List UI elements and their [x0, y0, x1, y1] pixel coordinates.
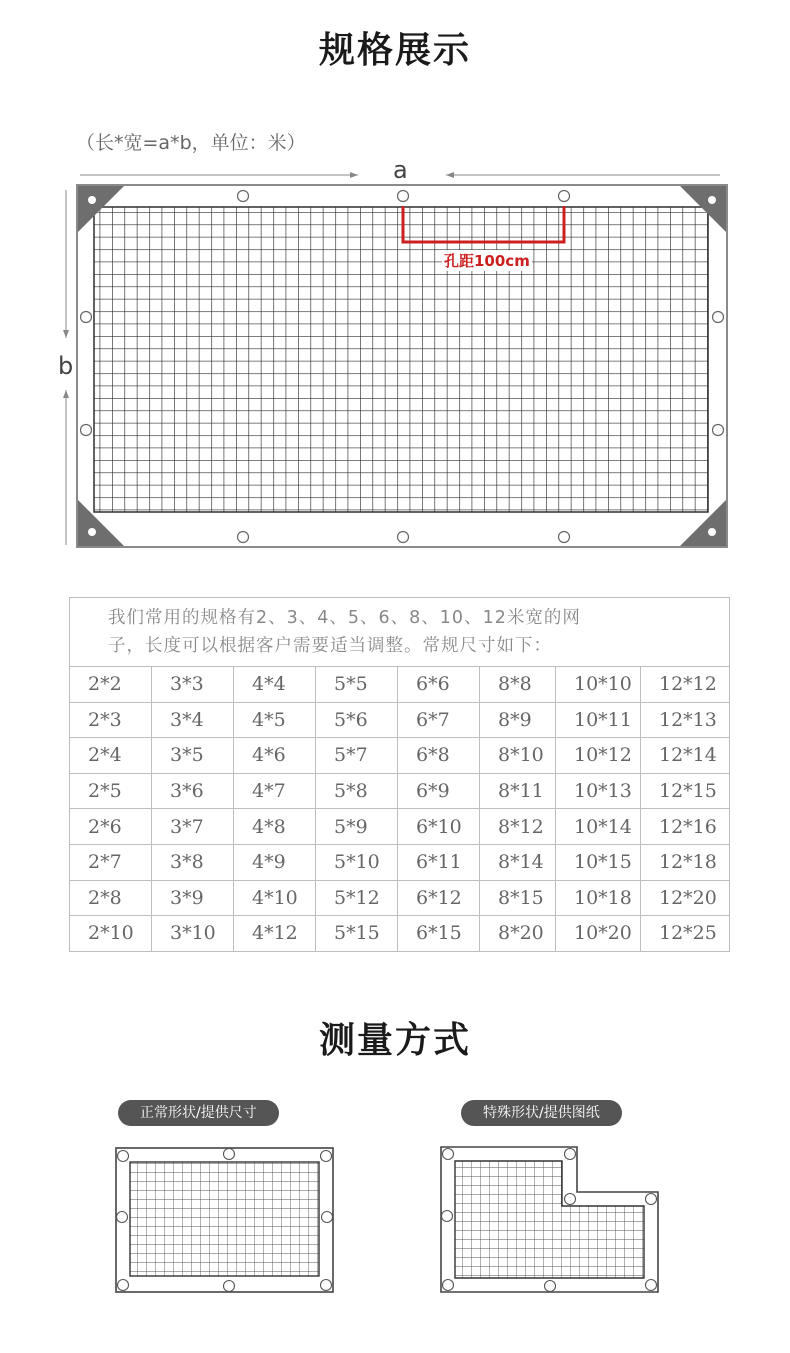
table-cell: 8*12 — [480, 809, 556, 845]
table-cell: 12*13 — [641, 702, 730, 738]
table-cell: 6*9 — [398, 773, 480, 809]
table-cell: 8*11 — [480, 773, 556, 809]
table-cell: 12*12 — [641, 667, 730, 703]
table-cell: 5*10 — [316, 844, 398, 880]
normal-mesh — [130, 1162, 319, 1276]
table-cell: 4*4 — [234, 667, 316, 703]
table-cell: 4*9 — [234, 844, 316, 880]
table-cell: 3*10 — [152, 916, 234, 952]
measure-section-title: 测量方式 — [318, 1020, 471, 1061]
table-cell: 12*25 — [641, 916, 730, 952]
table-cell: 4*12 — [234, 916, 316, 952]
table-cell: 8*15 — [480, 880, 556, 916]
table-cell: 8*14 — [480, 844, 556, 880]
table-cell: 10*20 — [556, 916, 641, 952]
table-cell: 12*20 — [641, 880, 730, 916]
table-row — [70, 667, 730, 703]
table-cell: 5*5 — [316, 667, 398, 703]
table-cell: 4*6 — [234, 738, 316, 774]
table-row — [70, 738, 730, 774]
table-cell: 4*5 — [234, 702, 316, 738]
table-row — [70, 916, 730, 952]
spec-table-intro-row — [70, 598, 730, 667]
intro-line-2: 子，长度可以根据客户需要适当调整。常规尺寸如下： — [108, 636, 552, 656]
net-spec-diagram — [50, 150, 750, 555]
table-cell: 10*12 — [556, 738, 641, 774]
table-cell: 6*10 — [398, 809, 480, 845]
table-cell: 5*7 — [316, 738, 398, 774]
table-cell: 3*8 — [152, 844, 234, 880]
hole-spacing-label: 孔距100cm — [444, 252, 530, 270]
table-cell: 2*3 — [70, 702, 152, 738]
table-cell: 12*18 — [641, 844, 730, 880]
table-row — [70, 702, 730, 738]
spec-table-intro — [70, 598, 730, 667]
table-cell: 10*11 — [556, 702, 641, 738]
table-cell: 2*4 — [70, 738, 152, 774]
table-cell: 12*14 — [641, 738, 730, 774]
table-cell: 6*6 — [398, 667, 480, 703]
table-cell: 6*8 — [398, 738, 480, 774]
table-cell: 2*2 — [70, 667, 152, 703]
table-cell: 6*11 — [398, 844, 480, 880]
table-cell: 2*10 — [70, 916, 152, 952]
normal-shape-pill: 正常形状/提供尺寸 — [118, 1100, 279, 1126]
table-cell: 4*10 — [234, 880, 316, 916]
intro-line-1: 我们常用的规格有2、3、4、5、6、8、10、12米宽的网 — [108, 608, 581, 628]
dimension-a-label: a — [393, 156, 408, 184]
table-row — [70, 880, 730, 916]
table-cell: 5*8 — [316, 773, 398, 809]
table-cell: 6*12 — [398, 880, 480, 916]
table-cell: 3*7 — [152, 809, 234, 845]
table-cell: 3*5 — [152, 738, 234, 774]
table-row — [70, 773, 730, 809]
table-row — [70, 844, 730, 880]
table-cell: 3*9 — [152, 880, 234, 916]
table-cell: 12*15 — [641, 773, 730, 809]
table-cell: 8*9 — [480, 702, 556, 738]
table-cell: 3*4 — [152, 702, 234, 738]
table-row — [70, 809, 730, 845]
table-cell: 3*3 — [152, 667, 234, 703]
table-cell: 6*7 — [398, 702, 480, 738]
special-shape-pill: 特殊形状/提供图纸 — [461, 1100, 622, 1126]
table-cell: 5*15 — [316, 916, 398, 952]
table-cell: 8*10 — [480, 738, 556, 774]
table-cell: 3*6 — [152, 773, 234, 809]
table-cell: 2*6 — [70, 809, 152, 845]
table-cell: 4*8 — [234, 809, 316, 845]
table-cell: 5*6 — [316, 702, 398, 738]
table-cell: 5*12 — [316, 880, 398, 916]
table-cell: 10*14 — [556, 809, 641, 845]
special-shape-diagram — [435, 1140, 665, 1298]
table-cell: 8*20 — [480, 916, 556, 952]
normal-shape-diagram — [110, 1145, 340, 1295]
dimension-b-label: b — [58, 352, 74, 380]
table-cell: 8*8 — [480, 667, 556, 703]
table-cell: 10*13 — [556, 773, 641, 809]
table-cell: 10*15 — [556, 844, 641, 880]
size-note: （长*宽=a*b，单位：米） — [76, 132, 306, 154]
table-cell: 2*5 — [70, 773, 152, 809]
table-cell: 10*18 — [556, 880, 641, 916]
table-cell: 2*8 — [70, 880, 152, 916]
table-cell: 12*16 — [641, 809, 730, 845]
table-cell: 6*15 — [398, 916, 480, 952]
table-cell: 5*9 — [316, 809, 398, 845]
spec-section-title: 规格展示 — [318, 30, 471, 71]
spec-table — [69, 597, 730, 952]
table-cell: 4*7 — [234, 773, 316, 809]
special-mesh — [455, 1161, 644, 1278]
net-mesh — [94, 207, 708, 512]
table-cell: 2*7 — [70, 844, 152, 880]
table-cell: 10*10 — [556, 667, 641, 703]
